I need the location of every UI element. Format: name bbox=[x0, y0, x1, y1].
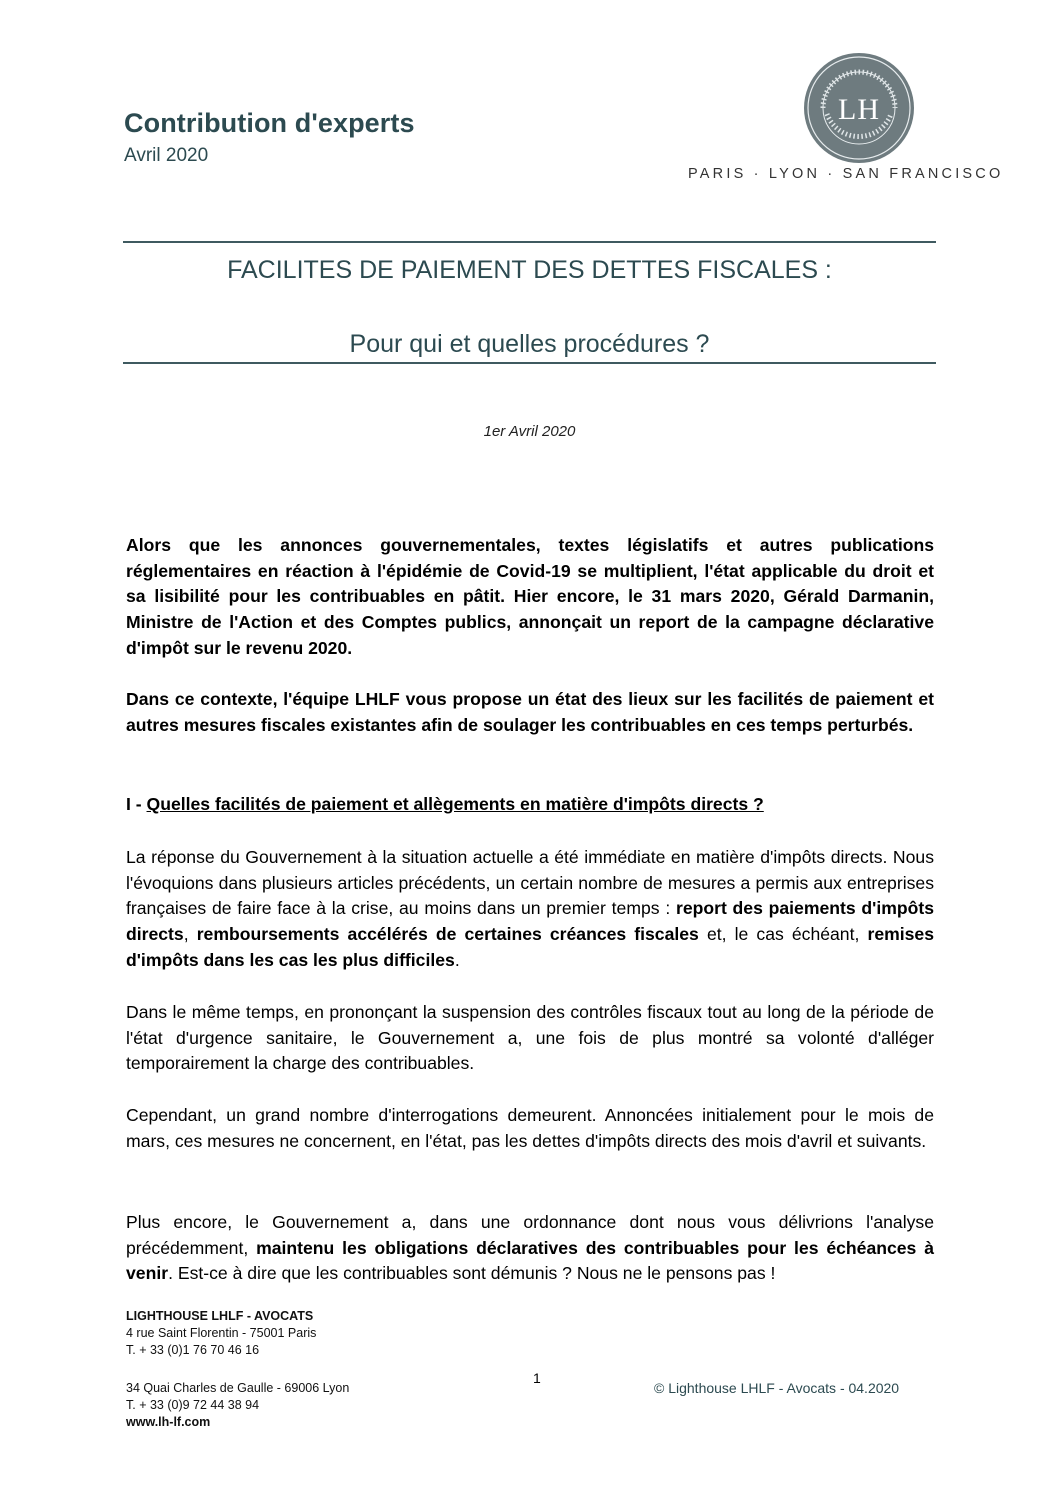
section-heading bbox=[126, 794, 764, 815]
highlight-text: maintenu les obligations déclaratives des contribuables pour les échéances à venir bbox=[126, 1237, 934, 1284]
paragraph-text: Plus encore, le Gouvernement a, dans une ordonnance dont nous vous délivrions l'analyse précédemment, bbox=[126, 1212, 934, 1258]
section-paragraph-1 bbox=[126, 845, 934, 974]
paragraph-text: La réponse du Gouvernement à la situation actuelle a été immédiate en matière d'impôts directs. Nous l'évoquions dans plusieurs articles précédents, un certain nombre de mesures a permis aux entreprises françaises de faire face à la crise, au moins dans un premier temps : bbox=[126, 847, 934, 919]
footer-lyon-phone: T. + 33 (0)9 72 44 38 94 bbox=[126, 1398, 260, 1412]
footer-lyon-address: 34 Quai Charles de Gaulle - 69006 Lyon bbox=[126, 1381, 350, 1395]
footer-website-link[interactable]: www.lh-lf.com bbox=[126, 1415, 211, 1429]
highlight-text: remboursements accélérés de certaines créances fiscales bbox=[196, 924, 699, 945]
paragraph-text: , bbox=[183, 924, 197, 945]
paragraph-text: . Est-ce à dire que les contribuables sont démunis ? Nous ne le pensons pas ! bbox=[168, 1263, 776, 1284]
footer-firm-name: LIGHTHOUSE LHLF - AVOCATS bbox=[126, 1309, 314, 1323]
document-header-title: Contribution d'experts bbox=[124, 108, 415, 138]
intro-paragraph-1: Alors que les annonces gouvernementales, textes législatifs et autres publications réglementaires en réaction à l'épidémie de Covid-19 se multiplient, l'état applicable du droit et sa lisibilité pour les contribuables en pâtit. Hier encore, le 31 mars 2020, Gérald Darmanin, Ministre de l'Action et des Comptes publics, annonçait un report de la campagne déclarative d'impôt sur le revenu 2020. bbox=[126, 535, 934, 658]
publication-date: 1er Avril 2020 bbox=[483, 423, 576, 440]
section-paragraph-2: Dans le même temps, en prononçant la suspension des contrôles fiscaux tout au long de la période de l'état d'urgence sanitaire, le Gouvernement a, une fois de plus montré sa volonté d'alléger temporairement la charge des contribuables. bbox=[126, 1002, 934, 1074]
page-number: 1 bbox=[533, 1370, 541, 1386]
highlight-text: report des paiements d'impôts directs bbox=[126, 898, 935, 945]
paragraph-text: . bbox=[454, 949, 460, 970]
firm-logo bbox=[803, 52, 915, 164]
section-paragraph-4 bbox=[126, 1210, 934, 1287]
footer-lyon-block bbox=[126, 1380, 349, 1431]
footer-paris-address: 4 rue Saint Florentin - 75001 Paris bbox=[126, 1326, 317, 1340]
footer-paris-block bbox=[126, 1308, 316, 1359]
section-number: I - bbox=[126, 794, 147, 814]
document-subtitle: Pour qui et quelles procédures ? bbox=[349, 330, 710, 358]
office-cities: PARIS · LYON · SAN FRANCISCO bbox=[688, 166, 1004, 182]
title-top-rule bbox=[123, 241, 936, 243]
paragraph-text: et, le cas échéant, bbox=[698, 924, 868, 945]
highlight-text: remises d'impôts dans les cas les plus difficiles bbox=[126, 924, 934, 970]
document-title: FACILITES DE PAIEMENT DES DETTES FISCALES : bbox=[227, 256, 832, 284]
document-header-date: Avril 2020 bbox=[124, 145, 209, 166]
title-bottom-rule bbox=[123, 362, 936, 364]
section-paragraph-3: Cependant, un grand nombre d'interrogations demeurent. Annoncées initialement pour le mois de mars, ces mesures ne concernent, en l'état, pas les dettes d'impôts directs des mois d'avril et suivants. bbox=[126, 1105, 934, 1151]
intro-paragraph-2: Dans ce contexte, l'équipe LHLF vous propose un état des lieux sur les facilités de paiement et autres mesures fiscales existantes afin de soulager les contribuables en ces temps perturbés. bbox=[126, 689, 934, 735]
section-heading-text: Quelles facilités de paiement et allègements en matière d'impôts directs ? bbox=[146, 794, 764, 814]
firm-logo-seal bbox=[803, 52, 915, 164]
footer-copyright: © Lighthouse LHLF - Avocats - 04.2020 bbox=[654, 1380, 900, 1396]
svg-text:LH: LH bbox=[838, 93, 880, 126]
footer-paris-phone: T. + 33 (0)1 76 70 46 16 bbox=[126, 1343, 260, 1357]
